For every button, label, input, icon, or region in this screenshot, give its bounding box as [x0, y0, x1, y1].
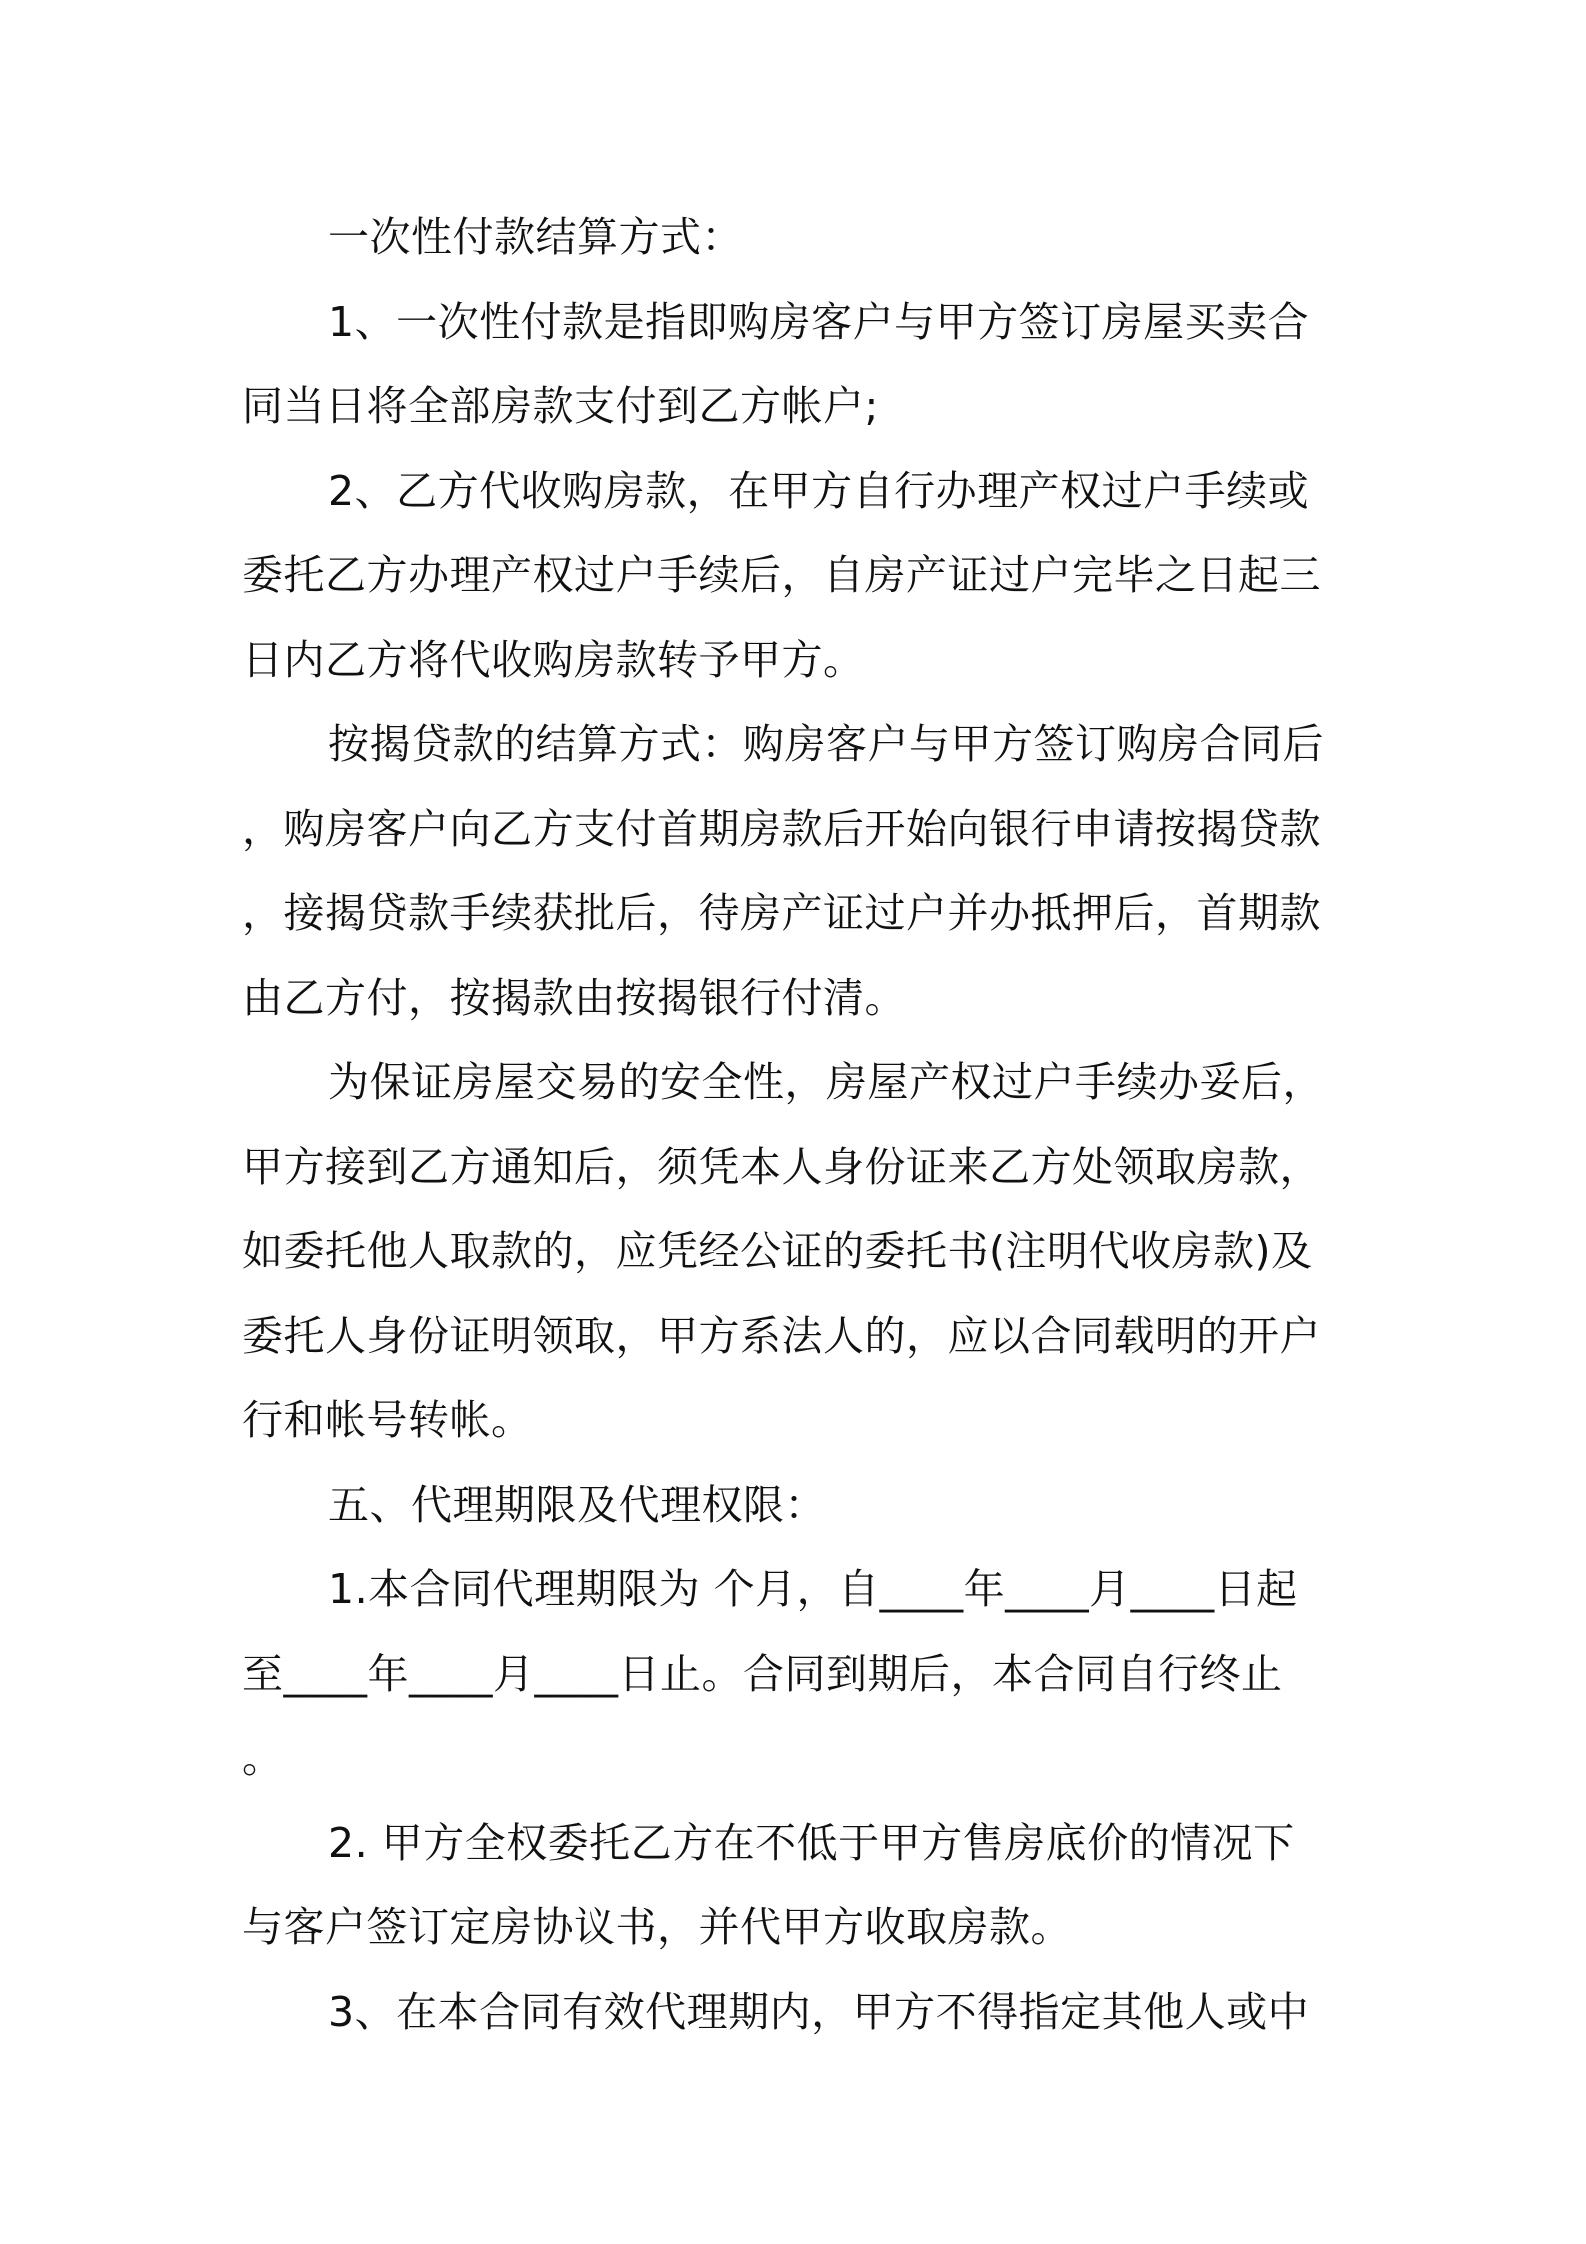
paragraph-line: 。: [242, 1734, 284, 1782]
paragraph-line: 2、乙方代收购房款，在甲方自行办理产权过户手续或: [328, 466, 1310, 515]
paragraph-line: 同当日将全部房款支付到乙方帐户;: [242, 382, 879, 430]
paragraph-line: 行和帐号转帐。: [242, 1396, 533, 1444]
section-heading-lump-sum: 一次性付款结算方式：: [328, 213, 743, 261]
paragraph-line: 3、在本合同有效代理期内，甲方不得指定其他人或中: [328, 1987, 1310, 2036]
paragraph-line: 如委托他人取款的，应凭经公证的委托书(注明代收房款)及: [242, 1227, 1313, 1275]
paragraph-line: 1、一次性付款是指即购房客户与甲方签订房屋买卖合: [328, 297, 1310, 346]
paragraph-line: 2. 甲方全权委托乙方在不低于甲方售房底价的情况下: [328, 1818, 1295, 1867]
paragraph-line: ，接揭贷款手续获批后，待房产证过户并办抵押后，首期款: [242, 889, 1321, 937]
paragraph-line: 1.本合同代理期限为 个月，自____年____月____日起: [328, 1565, 1298, 1613]
paragraph-line: ，购房客户向乙方支付首期房款后开始向银行申请按揭贷款: [242, 804, 1321, 853]
paragraph-line: 甲方接到乙方通知后，须凭本人身份证来乙方处领取房款，: [242, 1142, 1321, 1191]
paragraph-line: 委托人身份证明领取，甲方系法人的，应以合同载明的开户: [242, 1311, 1321, 1360]
section-heading-agency-term: 五、代理期限及代理权限：: [328, 1480, 826, 1529]
paragraph-line: 委托乙方办理产权过户手续后，自房产证过户完毕之日起三: [242, 551, 1321, 599]
paragraph-line: 为保证房屋交易的安全性，房屋产权过户手续办妥后，: [328, 1058, 1324, 1106]
paragraph-line: 与客户签订定房协议书，并代甲方收取房款。: [242, 1903, 1072, 1951]
paragraph-line: 按揭贷款的结算方式：购房客户与甲方签订购房合同后: [328, 720, 1324, 768]
paragraph-line: 至____年____月____日止。合同到期后，本合同自行终止: [242, 1649, 1283, 1698]
document-body: [242, 195, 1362, 2054]
paragraph-line: 由乙方付，按揭款由按揭银行付清。: [242, 973, 906, 1022]
paragraph-line: 日内乙方将代收购房款转予甲方。: [242, 635, 865, 684]
